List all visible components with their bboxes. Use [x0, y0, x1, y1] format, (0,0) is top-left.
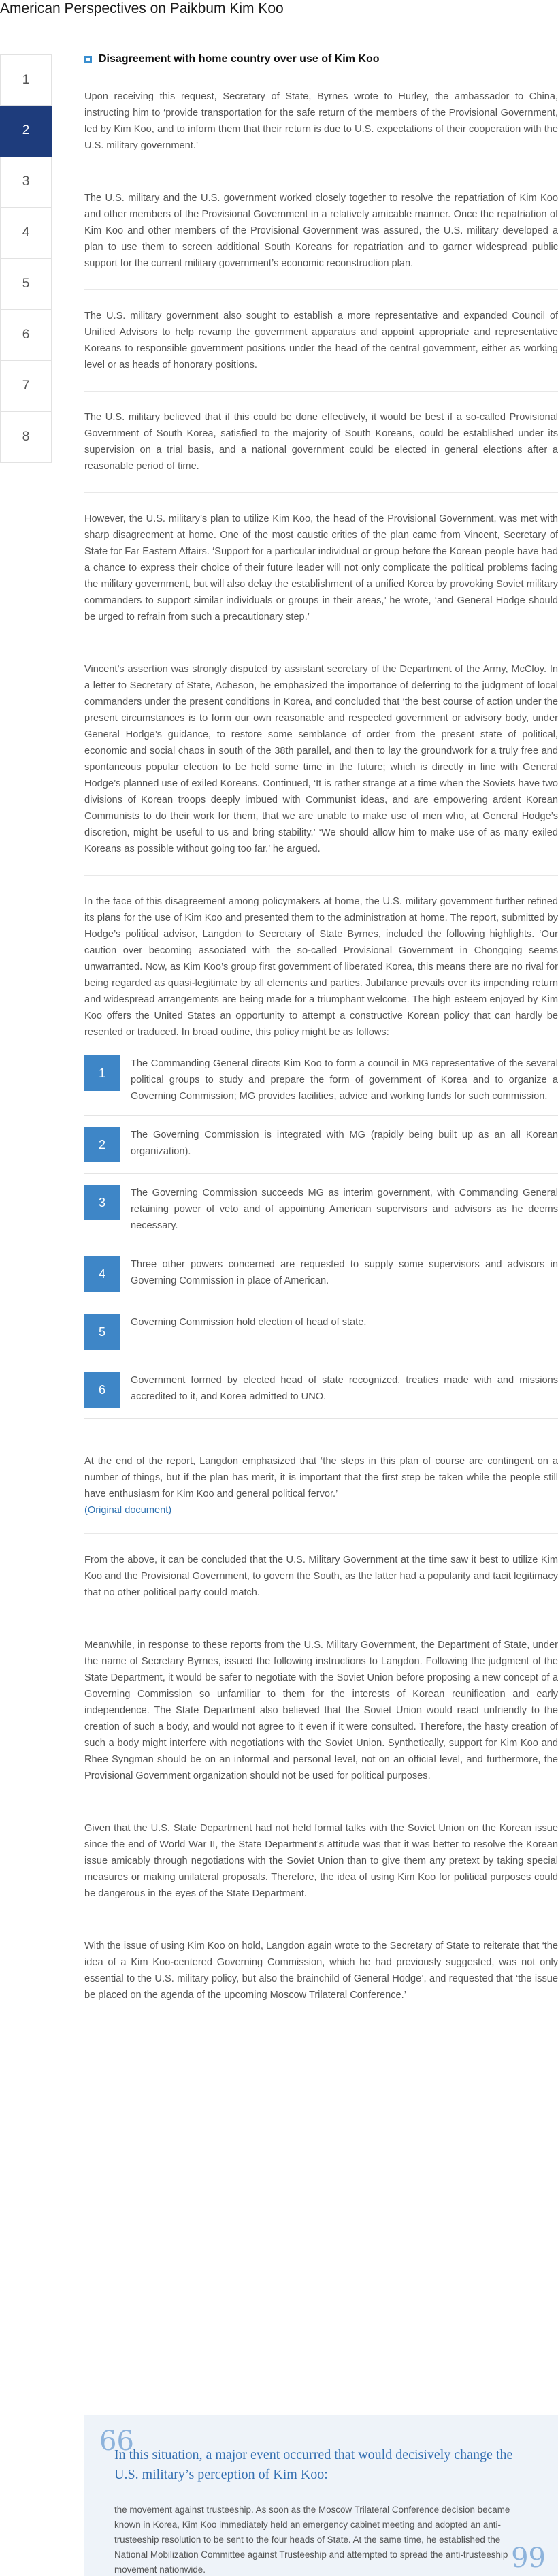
step-text: The Commanding General directs Kim Koo to form a council in MG representative of the several political groups to study and prepare the form of government of Korea and to organize a Governing Commission; MG provides facilities, advice and working funds for such commission. — [131, 1058, 558, 1102]
paragraph-divider — [84, 875, 558, 876]
nav-item-1[interactable]: 1 — [0, 54, 52, 106]
pull-quote — [84, 2415, 558, 2576]
close-quote-icon: 99 — [511, 2543, 546, 2574]
paragraph: The U.S. military and the U.S. government worked closely together to resolve the repatriation of Kim Koo and other members of the Provisional Government in a relatively amicable manner. Once the repatriation of Kim Koo and other members of the Provisional Government was assured, the U.S. military developed a plan to use them to screen additional South Koreans for repatriation and to garner widespread public support for the current military government’s economic reconstruction plan. — [84, 193, 558, 269]
step-number-badge: 3 — [84, 1185, 120, 1220]
paragraph: With the issue of using Kim Koo on hold, Langdon again wrote to the Secretary of State to reiterate that ‘the idea of a Kim Koo-centered Governing Commission, which he had previously suggested, was not only essential to the U.S. military policy, but also the brainchild of General Hodge’, and requested that ‘the issue be placed on the agenda of the upcoming Moscow Trilateral Conference.’ — [84, 1941, 558, 2001]
list-item — [84, 1116, 558, 1174]
step-text: Government formed by elected head of state recognized, treaties made with and missions accredited to it, and Korea admitted to UNO. — [131, 1375, 558, 1402]
paragraph-divider — [84, 1533, 558, 1534]
paragraph: Given that the U.S. State Department had not held formal talks with the Soviet Union on the Korean issue since the end of World War II, the State Department’s attitude was that it was better to resolve the Korean issue amicably through negotiations with the Soviet Union than to give them any pretext by taking special measures or making unilateral proposals. Therefore, the idea of using Kim Koo for political purposes could be dangerous in the eyes of the State Department. — [84, 1823, 558, 1899]
step-text: The Governing Commission succeeds MG as interim government, with Commanding General retaining power of veto and of appointing American supervisors and advisors as he deems necessary. — [131, 1188, 558, 1231]
paragraph: However, the U.S. military’s plan to utilize Kim Koo, the head of the Provisional Government, was met with sharp disagreement at home. One of the most caustic critics of the plan came from Vincent, Secretary of State for Far Eastern Affairs. ‘Support for a particular individual or group before the Korean people have had a chance to express their choice of their future leader will not only complicate the political problems facing the military government, but will also delay the establishment of a unified Korea by provoking Soviet military commanders to support similar individuals or groups in their areas,’ he wrote, ‘and General Hodge should be urged to refrain from such a precautionary step.’ — [84, 513, 558, 622]
paragraph: Upon receiving this request, Secretary of State, Byrnes wrote to Hurley, the ambassador to China, instructing him to ‘provide transportation for the safe return of the members of the Provisional Government, led by Kim Koo, and to inform them that their return is due to U.S. expectations of their cooperation with the U.S. military government.’ — [84, 91, 558, 151]
paragraph: From the above, it can be concluded that the U.S. Military Government at the time saw it best to utilize Kim Koo and the Provisional Government, to govern the South, as the latter had a popularity and tacit legitimacy that no other political party could match. — [84, 1555, 558, 1598]
nav-item-5[interactable]: 5 — [0, 259, 52, 310]
nav-item-2[interactable]: 2 — [0, 106, 52, 157]
step-number-badge: 5 — [84, 1314, 120, 1350]
list-item — [84, 1303, 558, 1361]
policy-steps-list — [84, 1045, 558, 1419]
list-item — [84, 1361, 558, 1419]
step-number-badge: 6 — [84, 1372, 120, 1408]
section-bullet-icon — [84, 56, 92, 63]
nav-item-8[interactable]: 8 — [0, 412, 52, 463]
paragraph: The U.S. military believed that if this could be done effectively, it would be best if a so-called Provisional Government of South Korea, satisfied to the majority of South Koreans, could be established under its supervision on a trial basis, and a national government could be elected in general elections after a reasonable period of time. — [84, 412, 558, 472]
page-title: American Perspectives on Paikbum Kim Koo — [0, 1, 284, 16]
list-item — [84, 1045, 558, 1116]
step-text: Governing Commission hold election of head of state. — [131, 1317, 367, 1328]
quote-lead: In this situation, a major event occurred that would decisively change the U.S. military’s perception of Kim Koo: — [114, 2447, 513, 2482]
paragraph: The U.S. military government also sought to establish a more representative and expanded Council of Unified Advisors to help revamp the government apparatus and appoint appropriate and representative Koreans to responsible government positions under the head of the central government, either as working level or as heads of honorary positions. — [84, 311, 558, 370]
section-title: Disagreement with home country over use of Kim Koo — [99, 53, 380, 65]
paragraph: Vincent’s assertion was strongly disputed by assistant secretary of the Department of the Army, McCloy. In a letter to Secretary of State, Acheson, he emphasized the importance of deferring to the judgment of local commanders under the present conditions in Korea, and concluded that ‘the best course of action under the present circumstances is to form our own reasonable and respected government or advisory body, under General Hodge’s guidance, to restore some semblance of order from the present state of political, economic and social chaos in south of the 38th parallel, and then to lay the groundwork for a truly free and spontaneous popular election to be held some time in the future; which is directly in line with General Hodge’s planned use of exiled Koreans. Continued, ‘It is rather strange at a time when the Soviets have two divisions of Korean troops deeply imbued with Communist ideas, and are empowering ardent Korean Communists to do their work for them, that we are unable to make use of men who, at General Hodge’s discretion, might be useful to us and bring stability.’ ‘We should allow him to make use of as many exiled Koreans as possible without going too far,’ he argued. — [84, 664, 558, 855]
paragraph: At the end of the report, Langdon emphasized that ‘the steps in this plan of course are contingent on a number of things, but if the plan has merit, it is important that the first step be taken while the people still have enthusiasm for Kim Koo and general political fervor.’ — [84, 1456, 558, 1499]
paragraph: In the face of this disagreement among policymakers at home, the U.S. military government further refined its plans for the use of Kim Koo and presented them to the administration at home. The report, submitted by Hodge’s political advisor, Langdon to Secretary of State Byrnes, included the following highlights. ‘Our caution over becoming associated with the so-called Provisional Government in Chongqing seems unwarranted. Now, as Kim Koo’s group first government of liberated Korea, this means there are no rival for being regarded as quasi-legitimate by all elements and parties. Jubilance prevails over its impending return and widespread arrangements are being made for a triumphant welcome. The high esteem enjoyed by Kim Koo offers the United States an opportunity to attempt a constructive Korean policy that can hardly be resented or traduced. In broad outline, this policy might be as follows: — [84, 896, 558, 1038]
step-number-badge: 1 — [84, 1055, 120, 1091]
nav-item-6[interactable]: 6 — [0, 310, 52, 361]
nav-item-4[interactable]: 4 — [0, 208, 52, 259]
article-content — [84, 52, 558, 2003]
open-quote-icon: 66 — [99, 2426, 134, 2457]
list-item — [84, 1245, 558, 1303]
paragraph-divider — [84, 289, 558, 290]
paragraph-divider — [84, 492, 558, 493]
paragraph-divider — [84, 391, 558, 392]
step-text: Three other powers concerned are requested to supply some supervisors and advisors in Governing Commission in place of American. — [131, 1259, 558, 1286]
list-item — [84, 1174, 558, 1245]
step-number-badge: 4 — [84, 1256, 120, 1292]
nav-item-3[interactable]: 3 — [0, 157, 52, 208]
section-header — [84, 52, 558, 67]
step-text: The Governing Commission is integrated with MG (rapidly being built up as an all Korean organization). — [131, 1130, 558, 1157]
chapter-nav — [0, 54, 52, 463]
original-document-link[interactable]: (Original document) — [84, 1505, 172, 1516]
quote-body: the movement against trusteeship. As soon as the Moscow Trilateral Conference decision became known in Korea, Kim Koo immediately held an emergency cabinet meeting and adopted an anti-trusteeship resolution to be sent to the four heads of State. At the same time, he established the National Mobilization Committee against Trusteeship and attempted to spread the anti-trusteeship movement nationwide. — [114, 2505, 510, 2575]
paragraph: Meanwhile, in response to these reports from the U.S. Military Government, the Department of State, under the name of Secretary Byrnes, issued the following instructions to Langdon. Following the judgment of the State Department, it would be safer to negotiate with the Soviet Union before proposing a new concept of a Governing Commission so unfamiliar to them for the interests of Korean reunification and early independence. The State Department also believed that the Soviet Union would react unfriendly to the creation of such a body, and would not agree to it even if it were consulted. Therefore, the hasty creation of such a body might interfere with negotiations with the Soviet Union. Synthetically, support for Kim Koo and Rhee Syngman should be on an informal and personal level, not on an official level, and furthermore, the Provisional Government organization should not be used for political purposes. — [84, 1640, 558, 1781]
nav-item-7[interactable]: 7 — [0, 361, 52, 412]
step-number-badge: 2 — [84, 1127, 120, 1162]
